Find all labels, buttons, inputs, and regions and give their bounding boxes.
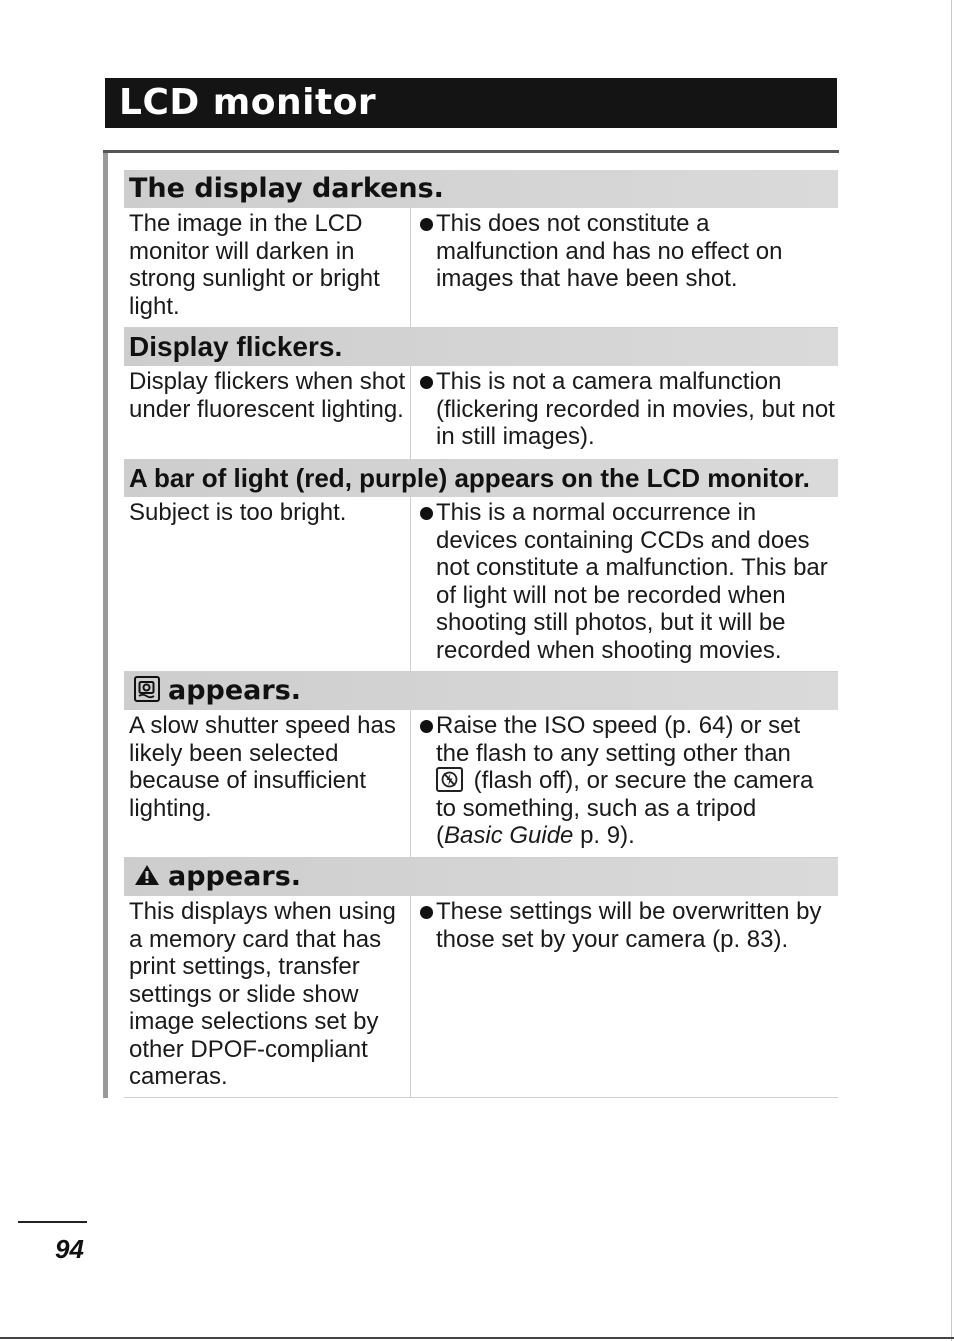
title-bar bbox=[105, 78, 837, 128]
remedy-content-2: (flash off), or secure the camera to something, such as a tripod bbox=[436, 767, 814, 822]
section-body bbox=[124, 896, 838, 1098]
remedy-content: This does not constitute a malfunction and has no effect on images that have been shot. bbox=[436, 210, 783, 292]
page-edge-right bbox=[951, 0, 952, 1341]
section-heading-bar bbox=[124, 672, 838, 710]
section-body bbox=[124, 497, 838, 672]
remedy-text bbox=[420, 499, 835, 664]
section-heading-bar bbox=[124, 459, 838, 497]
section-bar-of-light bbox=[124, 459, 838, 672]
section-heading-text: appears. bbox=[168, 675, 302, 706]
section-heading: The display darkens. bbox=[129, 173, 444, 204]
bullet-icon bbox=[420, 720, 433, 733]
remedy-content: These settings will be overwritten by those set by your camera (p. 83). bbox=[436, 898, 822, 953]
section-display-flickers bbox=[124, 328, 838, 460]
column-divider bbox=[410, 497, 411, 671]
section-display-darkens bbox=[124, 170, 838, 328]
page-edge-bottom bbox=[0, 1337, 954, 1339]
warning-triangle-icon bbox=[134, 863, 160, 887]
section-body bbox=[124, 366, 838, 460]
page-title: LCD monitor bbox=[119, 82, 377, 123]
top-rule bbox=[103, 150, 839, 153]
cause-text: The image in the LCD monitor will darken in strong sunlight or bright light. bbox=[129, 210, 380, 320]
cause-text: Subject is too bright. bbox=[129, 499, 347, 526]
remedy-text bbox=[420, 898, 835, 953]
basic-guide-reference: Basic Guide bbox=[444, 822, 574, 849]
remedy-content: This is a normal occurrence in devices containing CCDs and does not constitute a malfunction. This bar of light will not be recorded when shooting still photos, but it will be recorded when shooting movies. bbox=[436, 499, 828, 664]
remedy-content: This is not a camera malfunction (flickering recorded in movies, but not in still images). bbox=[436, 368, 835, 450]
section-shake-warning bbox=[124, 672, 838, 858]
remedy-content-3: p. 9). bbox=[580, 822, 635, 849]
bullet-icon bbox=[420, 218, 433, 231]
left-margin-bar bbox=[103, 153, 108, 1098]
section-heading-bar bbox=[124, 170, 838, 208]
section-heading-bar bbox=[124, 858, 838, 896]
section-heading-bar bbox=[124, 328, 838, 366]
section-heading: Display flickers. bbox=[129, 331, 343, 362]
column-divider bbox=[410, 366, 411, 459]
cause-text: A slow shutter speed has likely been selected because of insufficient lighting. bbox=[129, 712, 396, 822]
section-body bbox=[124, 208, 838, 328]
section-heading bbox=[134, 858, 301, 896]
bullet-icon bbox=[420, 507, 433, 520]
bullet-icon bbox=[420, 376, 433, 389]
column-divider bbox=[410, 896, 411, 1097]
bullet-icon bbox=[420, 906, 433, 919]
section-dpof-warning bbox=[124, 858, 838, 1098]
section-heading: A bar of light (red, purple) appears on the LCD monitor. bbox=[129, 463, 810, 493]
page-number: 94 bbox=[55, 1234, 84, 1264]
column-divider bbox=[410, 208, 411, 327]
remedy-content-1: Raise the ISO speed (p. 64) or set the flash to any setting other than bbox=[436, 712, 801, 767]
flash-off-icon bbox=[436, 767, 463, 792]
section-heading bbox=[134, 672, 301, 710]
page-number-rule bbox=[18, 1221, 87, 1223]
column-divider bbox=[410, 710, 411, 857]
cause-text: This displays when using a memory card that has print settings, transfer settings or slide show image selections set by other DPOF-compliant cameras. bbox=[129, 898, 396, 1090]
remedy-text bbox=[420, 368, 835, 451]
section-body bbox=[124, 710, 838, 858]
remedy-text: Raise the ISO speed (p. 64) or set the flash to any setting other than (flash off), or secure the camera to something, such as a tripod (Basic Guide p. 9). bbox=[420, 712, 835, 850]
remedy-text bbox=[420, 210, 835, 293]
camera-shake-icon bbox=[134, 676, 160, 702]
section-heading-text: appears. bbox=[168, 861, 302, 892]
cause-text: Display flickers when shot under fluorescent lighting. bbox=[129, 368, 406, 423]
